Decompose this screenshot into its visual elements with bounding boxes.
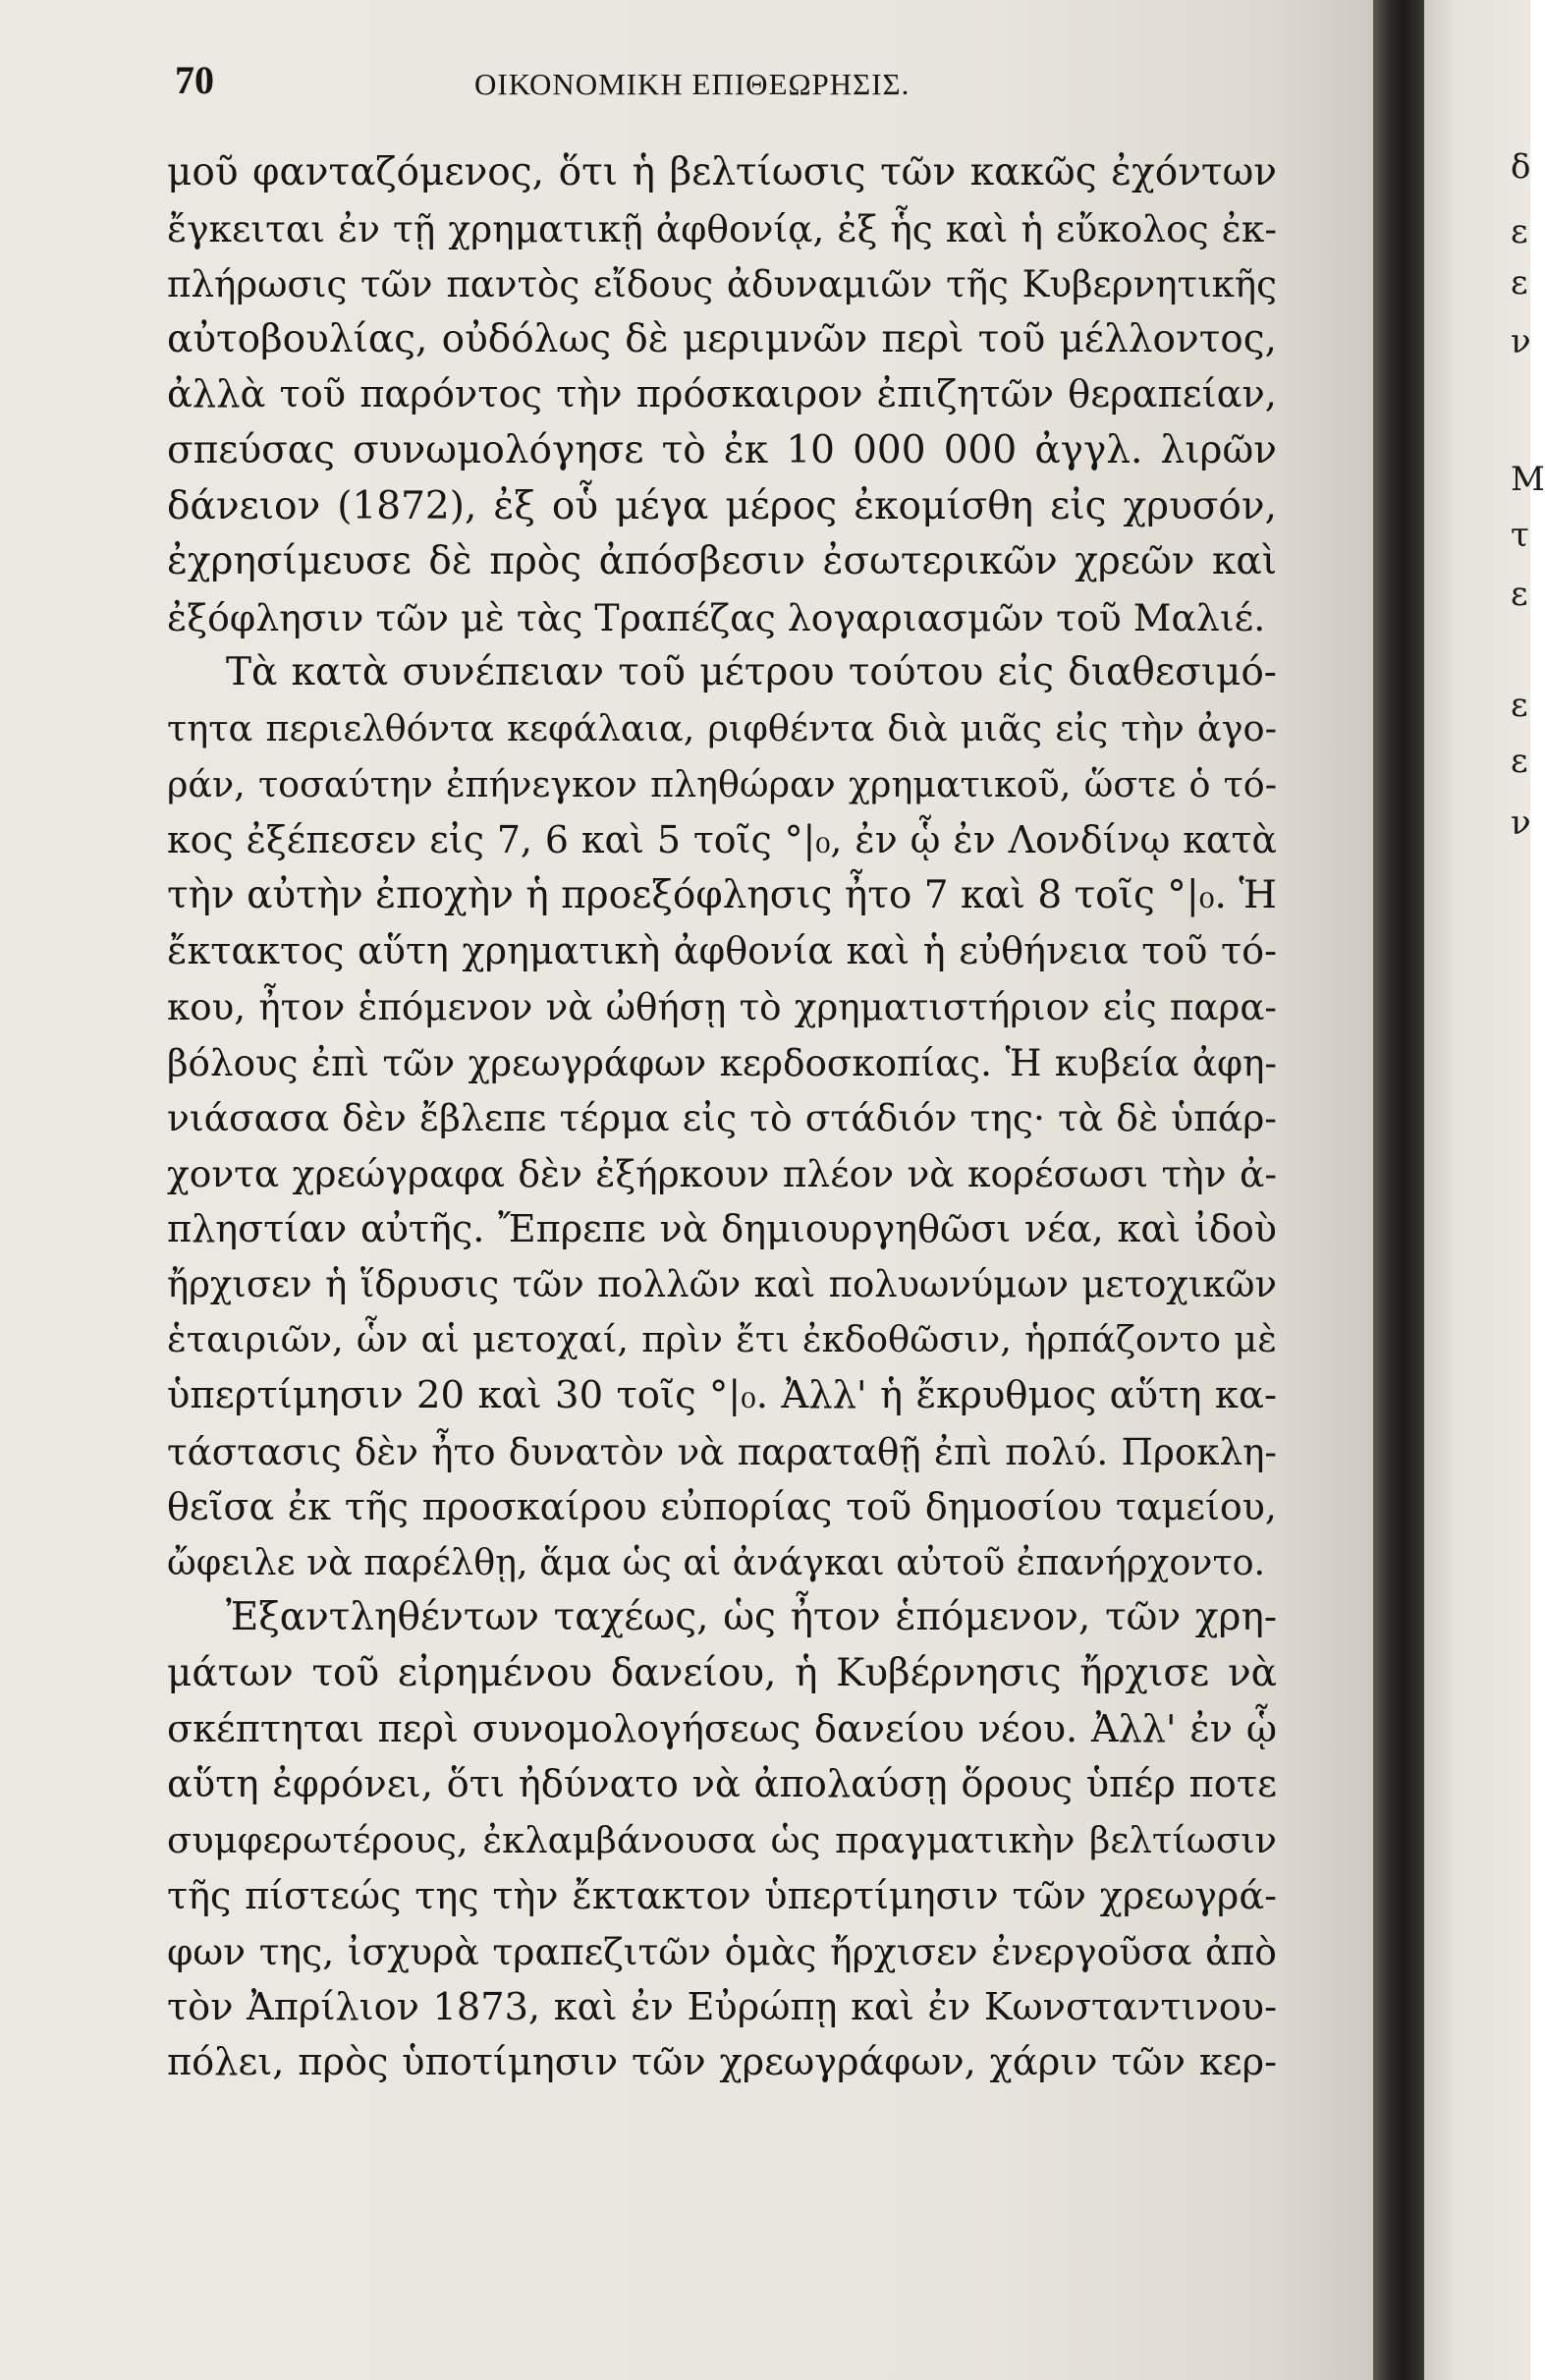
edge-char: ν (1511, 322, 1531, 361)
text-line: αὐτοβουλίας, οὐδόλως δὲ μεριμνῶν περὶ τοῦ μέλλοντος, (167, 316, 1277, 361)
text-line: ἐξόφλησιν τῶν μὲ τὰς Τραπέζας λογαριασμῶν τοῦ Μαλιέ. (167, 595, 1266, 639)
text-line: ὑπερτίμησιν 20 καὶ 30 τοῖς °|₀. Ἀλλ' ἡ ἔκρυθμος αὕτη κα- (167, 1373, 1277, 1418)
text-line: φων της, ἰσχυρὰ τραπεζιτῶν ὁμὰς ἤρχισεν ἐνεργοῦσα ἀπὸ (167, 1930, 1277, 1973)
edge-char: ε (1511, 263, 1528, 303)
edge-char: Μ (1511, 460, 1545, 499)
text-line: κου, ἦτον ἑπόμενον νὰ ὠθήσῃ τὸ χρηματιστήριον εἰς παρα- (167, 984, 1277, 1028)
text-line: πλήρωσις τῶν παντὸς εἴδους ἀδυναμιῶν τῆς Κυβερνητικῆς (167, 262, 1277, 306)
text-line: τάστασις δὲν ἦτο δυνατὸν νὰ παραταθῇ ἐπὶ πολύ. Προκλη- (167, 1429, 1277, 1473)
text-line: χοντα χρεώγραφα δὲν ἐξήρκουν πλέον νὰ κορέσωσι τὴν ἀ- (167, 1151, 1277, 1195)
text-line: ἤρχισεν ἡ ἵδρυσις τῶν πολλῶν καὶ πολυωνύμων μετοχικῶν (167, 1262, 1277, 1305)
text-line: τῆς πίστεώς της τὴν ἔκτακτον ὑπερτίμησιν τῶν χρεωγρά- (167, 1874, 1277, 1918)
edge-char: ε (1511, 575, 1528, 614)
journal-title: ΟΙΚΟΝΟΜΙΚΗ ΕΠΙΘΕΩΡΗΣΙΣ. (474, 67, 910, 101)
text-line: ἀλλὰ τοῦ παρόντος τὴν πρόσκαιρον ἐπιζητῶν θεραπείαν, (167, 372, 1277, 417)
text-line: ὤφειλε νὰ παρέλθῃ, ἅμα ὡς αἱ ἀνάγκαι αὐτοῦ ἐπανήρχοντο. (167, 1540, 1266, 1583)
text-line: βόλους ἐπὶ τῶν χρεωγράφων κερδοσκοπίας. Ἡ κυβεία ἀφη- (167, 1040, 1277, 1084)
text-line: ράν, τοσαύτην ἐπήνεγκον πληθώραν χρηματικοῦ, ὥστε ὁ τό- (167, 762, 1277, 805)
text-line-paragraph-start: Ἐξαντληθέντων ταχέως, ὡς ἦτον ἑπόμενον, τῶν χρη- (226, 1595, 1277, 1640)
text-line: πόλει, πρὸς ὑποτίμησιν τῶν χρεωγράφων, χάριν τῶν κερ- (167, 2040, 1277, 2085)
text-line: νιάσασα δὲν ἔβλεπε τέρμα εἰς τὸ στάδιόν της· τὰ δὲ ὑπάρ- (167, 1096, 1277, 1140)
running-head (175, 57, 1270, 116)
text-line: τητα περιελθόντα κεφάλαια, ριφθέντα διὰ μιᾶς εἰς τὴν ἀγο- (167, 706, 1277, 749)
text-line: δάνειον (1872), ἐξ οὗ μέγα μέρος ἐκομίσθη εἰς χρυσόν, (167, 483, 1277, 528)
text-line: μοῦ φανταζόμενος, ὅτι ἡ βελτίωσις τῶν κακῶς ἐχόντων (167, 150, 1277, 194)
edge-char: ε (1511, 742, 1528, 781)
edge-char: ε (1511, 212, 1528, 251)
text-line: μάτων τοῦ εἰρημένου δανείου, ἡ Κυβέρνησις ἤρχισε νὰ (167, 1651, 1277, 1696)
text-line: τὴν αὐτὴν ἐποχὴν ἡ προεξόφλησις ἦτο 7 καὶ 8 τοῖς °|₀. Ἡ (167, 872, 1277, 917)
text-line: ἐχρησίμευσε δὲ πρὸς ἀπόσβεσιν ἐσωτερικῶν χρεῶν καὶ (167, 539, 1277, 584)
text-line: αὕτη ἐφρόνει, ὅτι ἠδύνατο νὰ ἀπολαύσῃ ὅρους ὑπέρ ποτε (167, 1762, 1277, 1807)
edge-char: δ (1511, 147, 1531, 187)
text-line: σπεύσας συνωμολόγησε τὸ ἐκ 10 000 000 ἀγγλ. λιρῶν (167, 427, 1277, 472)
text-line: συμφερωτέρους, ἐκλαμβάνουσα ὡς πραγματικὴν βελτίωσιν (167, 1818, 1277, 1861)
book-gutter (1373, 0, 1424, 2380)
text-line: ἑταιριῶν, ὧν αἱ μετοχαί, πρὶν ἔτι ἐκδοθῶσιν, ἡρπάζοντο μὲ (167, 1318, 1277, 1361)
edge-char: ε (1511, 686, 1528, 725)
text-line: σκέπτηται περὶ συνομολογήσεως δανείου νέου. Ἀλλ' ἐν ᾧ (167, 1707, 1277, 1751)
body-text (167, 145, 1277, 2091)
text-line: τὸν Ἀπρίλιον 1873, καὶ ἐν Εὐρώπῃ καὶ ἐν Κωνσταντινου- (167, 1984, 1277, 2029)
text-line: ἔκτακτος αὕτη χρηματικὴ ἀφθονία καὶ ἡ εὐθήνεια τοῦ τό- (167, 929, 1277, 973)
text-line-paragraph-start: Τὰ κατὰ συνέπειαν τοῦ μέτρου τούτου εἰς διαθεσιμό- (226, 650, 1277, 695)
text-line: κος ἐξέπεσεν εἰς 7, 6 καὶ 5 τοῖς °|₀, ἐν ᾧ ἐν Λονδίνῳ κατὰ (167, 818, 1277, 862)
text-line: ἔγκειται ἐν τῇ χρηματικῇ ἀφθονίᾳ, ἐξ ἧς καὶ ἡ εὔκολος ἐκ- (167, 206, 1277, 250)
text-line: θεῖσα ἐκ τῆς προσκαίρου εὐπορίας τοῦ δημοσίου ταμείου, (167, 1485, 1277, 1529)
text-line: πληστίαν αὐτῆς. Ἔπρεπε νὰ δημιουργηθῶσι νέα, καὶ ἰδοὺ (167, 1207, 1277, 1251)
edge-char: ν (1511, 803, 1531, 843)
edge-char: τ (1511, 516, 1529, 555)
page-number: 70 (175, 58, 214, 102)
